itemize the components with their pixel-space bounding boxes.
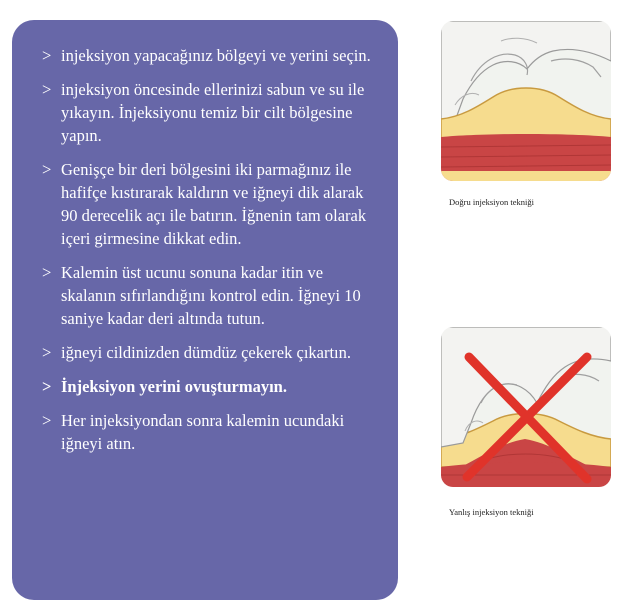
instruction-item (42, 44, 376, 67)
instruction-text: İnjeksiyon yerini ovuşturmayın. (61, 377, 287, 396)
bullet-arrow: > (42, 160, 52, 179)
bullet-arrow: > (42, 46, 52, 65)
bullet-arrow: > (42, 411, 52, 430)
instructions-panel (12, 20, 398, 600)
instruction-item (42, 341, 376, 364)
wrong-technique-figure (441, 327, 611, 487)
bullet-arrow: > (42, 343, 52, 362)
instruction-item (42, 261, 376, 330)
instruction-text: Kalemin üst ucunu sonuna kadar itin ve skalanın sıfırlandığını kontrol edin. İğneyi 10 saniye kadar deri altında tutun. (61, 263, 361, 328)
instruction-text: Genişçe bir deri bölgesini iki parmağınız ile hafifçe kıstırarak kaldırın ve iğneyi dik alarak 90 derecelik açı ile batırın. İğnenin tam olarak içeri girmesine dikkat edin. (61, 160, 367, 248)
instruction-text: Her injeksiyondan sonra kalemin ucundaki iğneyi atın. (61, 411, 345, 453)
pinched-muscle-illustration (441, 327, 611, 487)
bullet-arrow: > (42, 377, 52, 396)
instruction-text: injeksiyon öncesinde ellerinizi sabun ve su ile yıkayın. İnjeksiyonu temiz bir cilt bölgesine yapın. (61, 80, 365, 145)
instruction-item (42, 158, 376, 250)
instruction-text: injeksiyon yapacağınız bölgeyi ve yerini seçin. (61, 46, 371, 65)
correct-technique-figure (441, 21, 611, 181)
instruction-text: iğneyi cildinizden dümdüz çekerek çıkartın. (61, 343, 352, 362)
instruction-item (42, 78, 376, 147)
instruction-item (42, 409, 376, 455)
wrong-technique-caption: Yanlış injeksiyon tekniği (449, 507, 534, 517)
instruction-item-bold (42, 375, 376, 398)
bullet-arrow: > (42, 80, 52, 99)
bullet-arrow: > (42, 263, 52, 282)
correct-technique-caption: Doğru injeksiyon tekniği (449, 197, 534, 207)
pinched-skin-illustration (441, 21, 611, 181)
